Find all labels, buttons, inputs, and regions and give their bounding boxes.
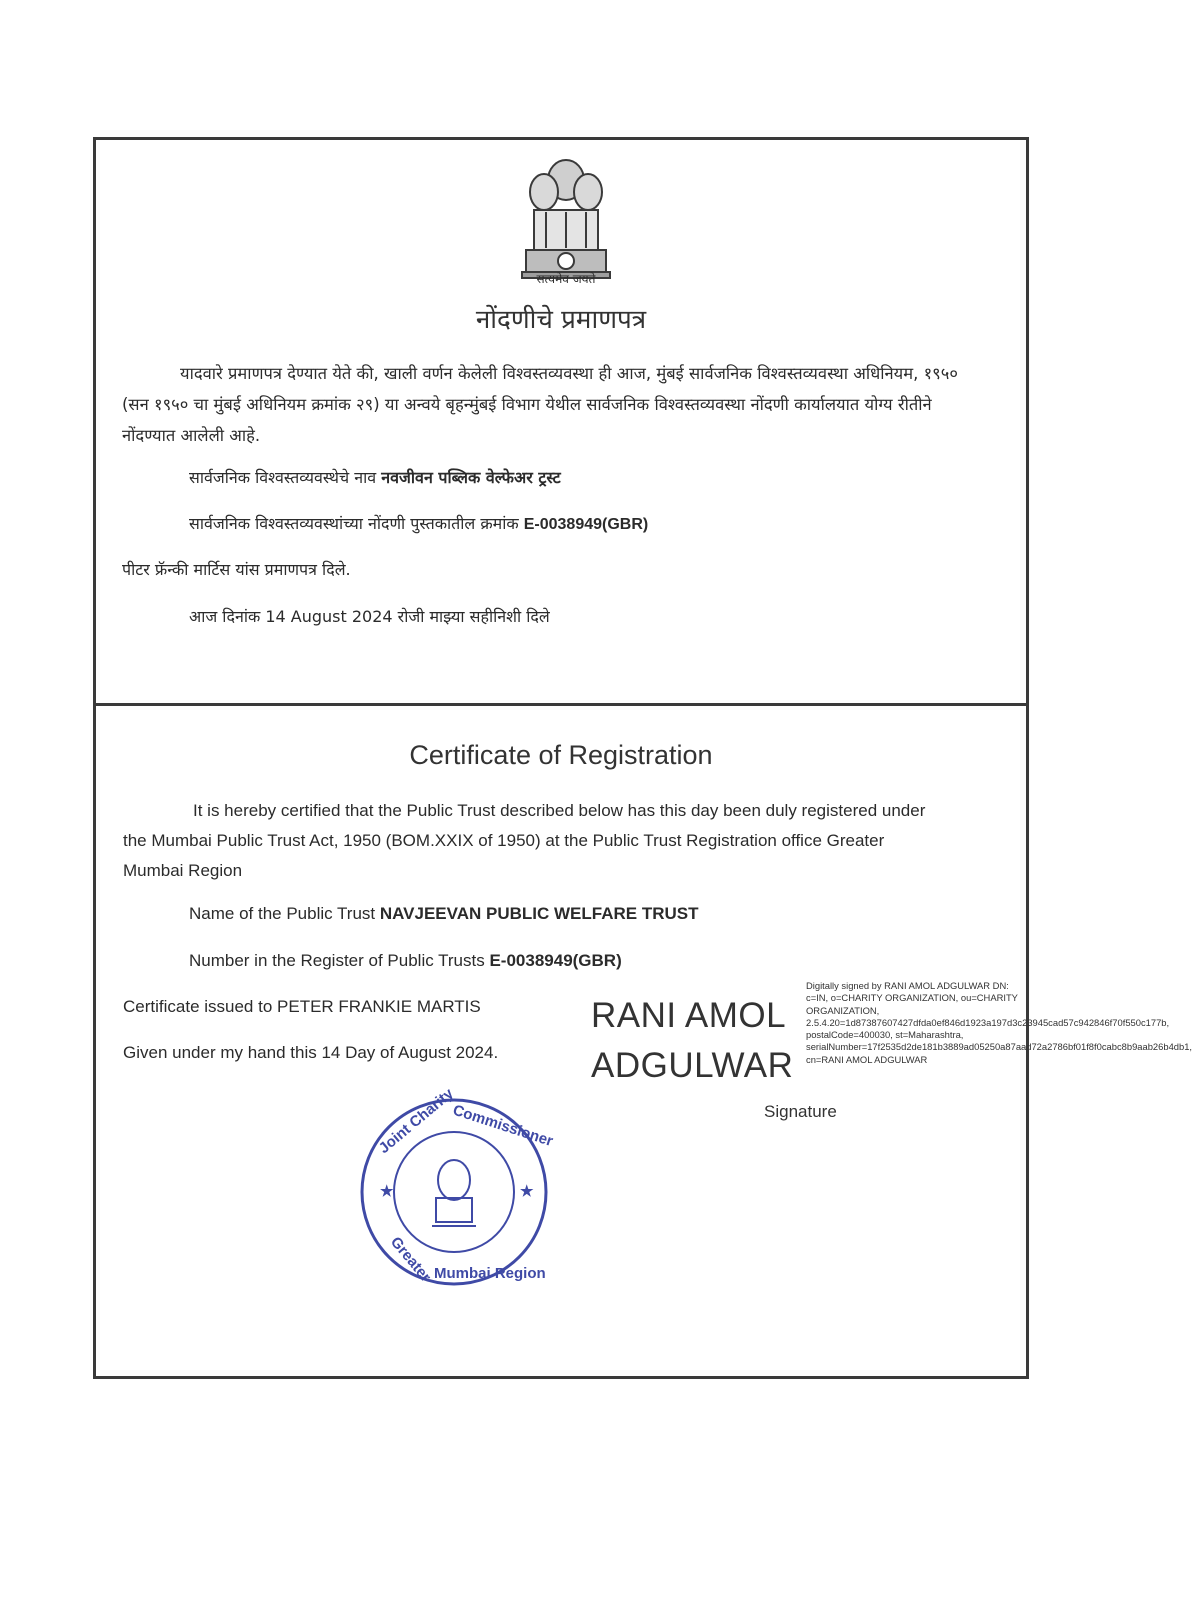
- english-register-label: Number in the Register of Public Trusts: [189, 951, 485, 970]
- svg-text:Joint Charity: Joint Charity: [375, 1085, 457, 1158]
- english-paragraph: It is hereby certified that the Public Trust described below has this day been duly registered under the Mumbai Public Trust Act, 1950 (BOM.XXIX of 1950) at the Public Trust Registration office Greater Mumbai Region: [123, 801, 926, 880]
- english-register-number: E-0038949(GBR): [489, 951, 622, 970]
- official-seal-icon: [354, 1085, 556, 1292]
- signature-name-line1: RANI AMOL: [591, 996, 787, 1035]
- marathi-trust-name-label: सार्वजनिक विश्वस्तव्यवस्थेचे नाव: [189, 468, 377, 487]
- emblem-motto: सत्यमेव जयते: [536, 272, 596, 286]
- certificate-frame: [93, 137, 1192, 1379]
- english-register-line: [189, 951, 622, 971]
- svg-text:★: ★: [520, 1183, 534, 1200]
- svg-text:★: ★: [380, 1183, 394, 1200]
- marathi-issued-to: पीटर फ्रॅन्की मार्टिस यांस प्रमाणपत्र दिले.: [122, 560, 351, 579]
- english-issued-to: Certificate issued to PETER FRANKIE MARTIS: [123, 997, 481, 1016]
- svg-text:Commissioner: Commissioner: [450, 1101, 556, 1151]
- section-divider: [96, 703, 1026, 706]
- marathi-paragraph: यादवारे प्रमाणपत्र देण्यात येते की, खाली वर्णन केलेली विश्वस्तव्यवस्था ही आज, मुंबई सार्वजनिक विश्वस्तव्यवस्था अधिनियम, १९५० (सन १९५० चा मुंबई अधिनियम क्रमांक २९) या अन्वये बृहन्मुंबई विभाग येथील सार्वजनिक विश्वस्तव्यवस्था नोंदणी कार्यालयात योग्य रीतीने नोंदण्यात आलेली आहे.: [122, 364, 958, 445]
- marathi-trust-name-line: [189, 466, 561, 488]
- signature-label: Signature: [764, 1102, 837, 1121]
- signature-name-line2: ADGULWAR: [591, 1046, 794, 1085]
- english-trust-name-label: Name of the Public Trust: [189, 904, 376, 923]
- marathi-register-label: सार्वजनिक विश्वस्तव्यवस्थांच्या नोंदणी पुस्तकातील क्रमांक: [189, 514, 519, 533]
- english-given-line: Given under my hand this 14 Day of August 2024.: [123, 1043, 499, 1062]
- marathi-trust-name: नवजीवन पब्लिक वेल्फेअर ट्रस्ट: [381, 468, 561, 487]
- english-title: Certificate of Registration: [409, 740, 713, 770]
- svg-text:Mumbai Region: Mumbai Region: [434, 1265, 546, 1282]
- marathi-register-number: E-0038949(GBR): [523, 516, 649, 533]
- marathi-register-line: [189, 512, 648, 534]
- english-trust-name: NAVJEEVAN PUBLIC WELFARE TRUST: [379, 904, 699, 923]
- digital-signature-details: Digitally signed by RANI AMOL ADGULWAR DN: c=IN, o=CHARITY ORGANIZATION, ou=CHARITY ORGANIZATION, 2.5.4.20=1d87387607427dfda0ef846d1923a197d3c23945cad57c942846f70f550c177b, postalCode=400030, st=Maharashtra, serialNumber=17f2535d2de181b3889ad05250a87aad72a2786bf01f8f0cabc8b9aab26b4db1, cn=RANI AMOL ADGULWAR: [806, 980, 1192, 1065]
- marathi-given-line: आज दिनांक 14 August 2024 रोजी माझ्या सहीनिशी दिले: [189, 607, 550, 626]
- svg-text:Greater: Greater: [386, 1233, 435, 1286]
- english-trust-name-line: [189, 904, 698, 924]
- marathi-title: नोंदणीचे प्रमाणपत्र: [475, 305, 647, 335]
